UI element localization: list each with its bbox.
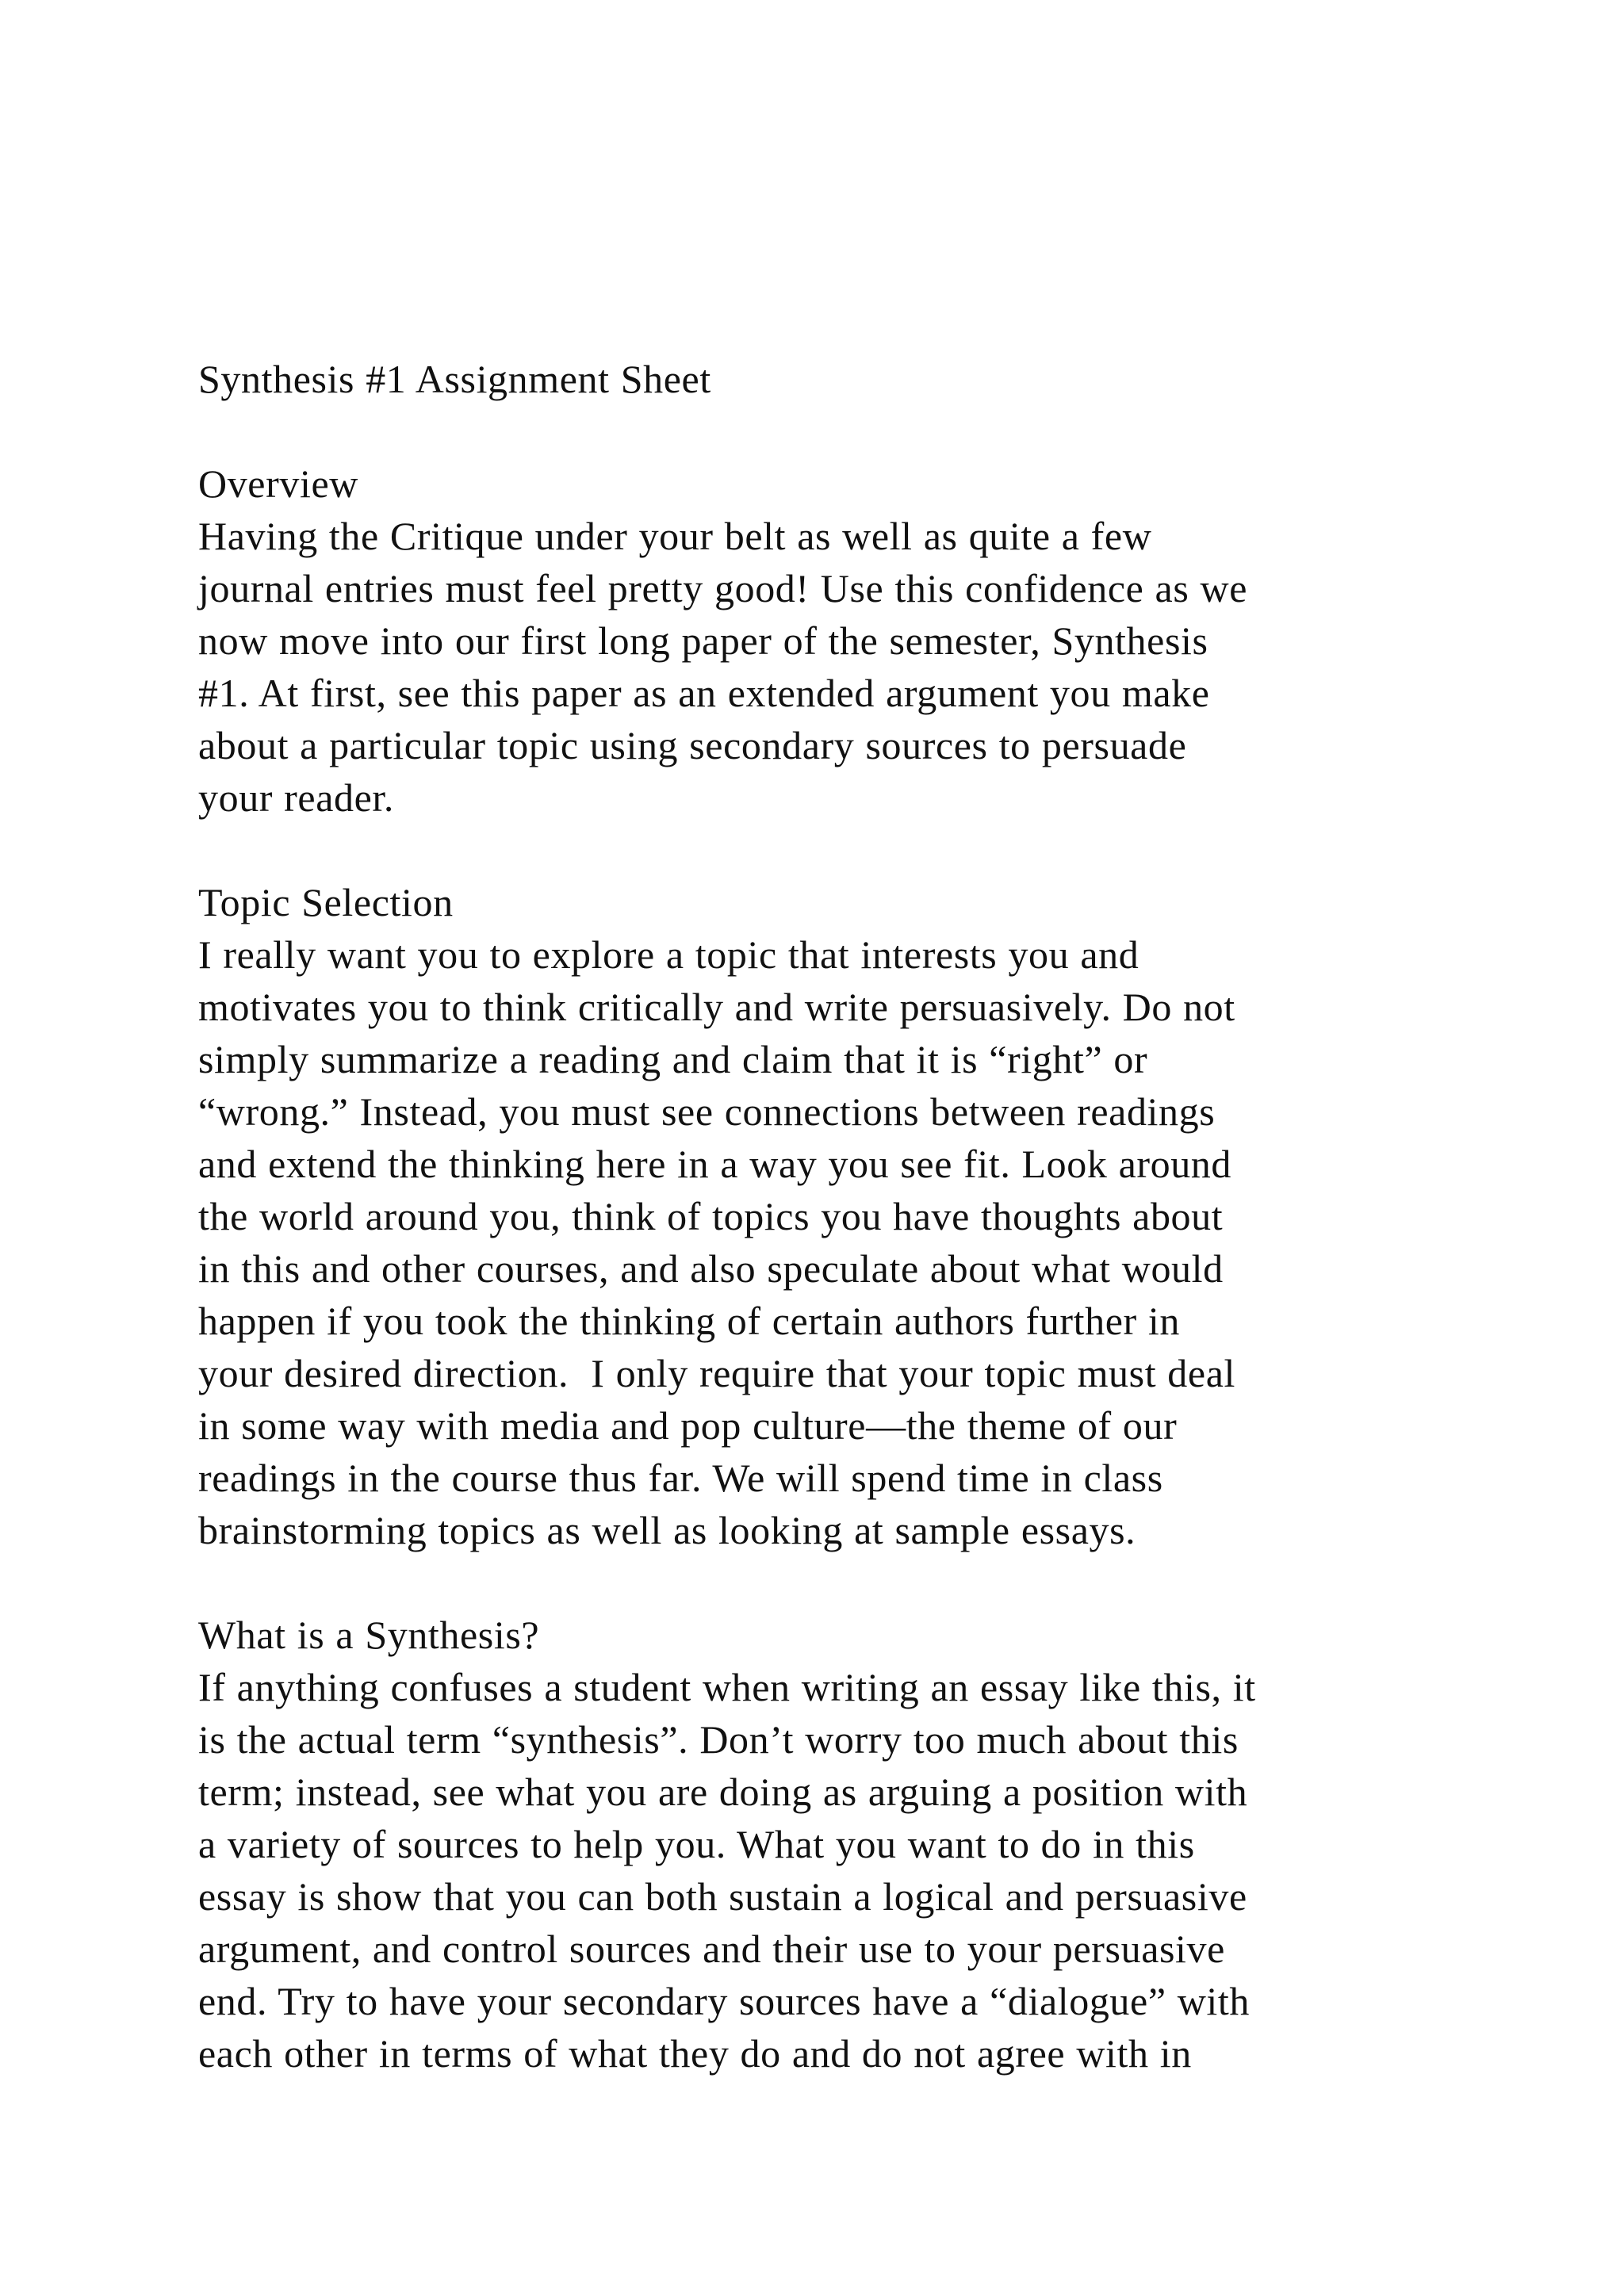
topic-line-8: happen if you took the thinking of certain authors further in [198, 1299, 1180, 1343]
topic-line-9: your desired direction. I only require that your topic must deal [198, 1351, 1235, 1395]
overview-line-3: now move into our first long paper of the semester, Synthesis [198, 618, 1208, 663]
topic-line-11: readings in the course thus far. We will spend time in class [198, 1456, 1163, 1500]
overview-line-2: journal entries must feel pretty good! Use this confidence as we [198, 566, 1248, 610]
topic-line-3: simply summarize a reading and claim that it is “right” or [198, 1037, 1148, 1081]
document-title: Synthesis #1 Assignment Sheet [198, 357, 711, 401]
section-heading-overview: Overview [198, 461, 358, 506]
topic-line-12: brainstorming topics as well as looking at sample essays. [198, 1508, 1136, 1552]
synthesis-line-3: term; instead, see what you are doing as arguing a position with [198, 1770, 1248, 1814]
synthesis-line-5: essay is show that you can both sustain a logical and persuasive [198, 1874, 1247, 1919]
synthesis-line-4: a variety of sources to help you. What you want to do in this [198, 1822, 1195, 1866]
topic-line-1: I really want you to explore a topic that interests you and [198, 932, 1139, 977]
overview-line-1: Having the Critique under your belt as well as quite a few [198, 514, 1152, 558]
spacer [198, 405, 1467, 457]
synthesis-line-8: each other in terms of what they do and do not agree with in [198, 2031, 1192, 2076]
topic-line-6: the world around you, think of topics you have thoughts about [198, 1194, 1224, 1238]
overview-line-6: your reader. [198, 775, 394, 820]
synthesis-line-2: is the actual term “synthesis”. Don’t worry too much about this [198, 1717, 1239, 1762]
spacer [198, 824, 1467, 876]
topic-line-4: “wrong.” Instead, you must see connections between readings [198, 1089, 1216, 1134]
topic-line-5: and extend the thinking here in a way you see fit. Look around [198, 1142, 1232, 1186]
document-body [198, 353, 1467, 2080]
section-heading-what-is-synthesis: What is a Synthesis? [198, 1613, 540, 1657]
overview-line-4: #1. At first, see this paper as an extended argument you make [198, 671, 1210, 715]
spacer [198, 1556, 1467, 1609]
topic-line-10: in some way with media and pop culture—the theme of our [198, 1403, 1178, 1448]
topic-line-7: in this and other courses, and also speculate about what would [198, 1246, 1224, 1291]
section-heading-topic-selection: Topic Selection [198, 880, 454, 924]
synthesis-line-1: If anything confuses a student when writing an essay like this, it [198, 1665, 1256, 1709]
topic-line-2: motivates you to think critically and write persuasively. Do not [198, 985, 1235, 1029]
synthesis-line-7: end. Try to have your secondary sources have a “dialogue” with [198, 1979, 1251, 2023]
synthesis-line-6: argument, and control sources and their use to your persuasive [198, 1927, 1225, 1971]
overview-line-5: about a particular topic using secondary sources to persuade [198, 723, 1187, 767]
